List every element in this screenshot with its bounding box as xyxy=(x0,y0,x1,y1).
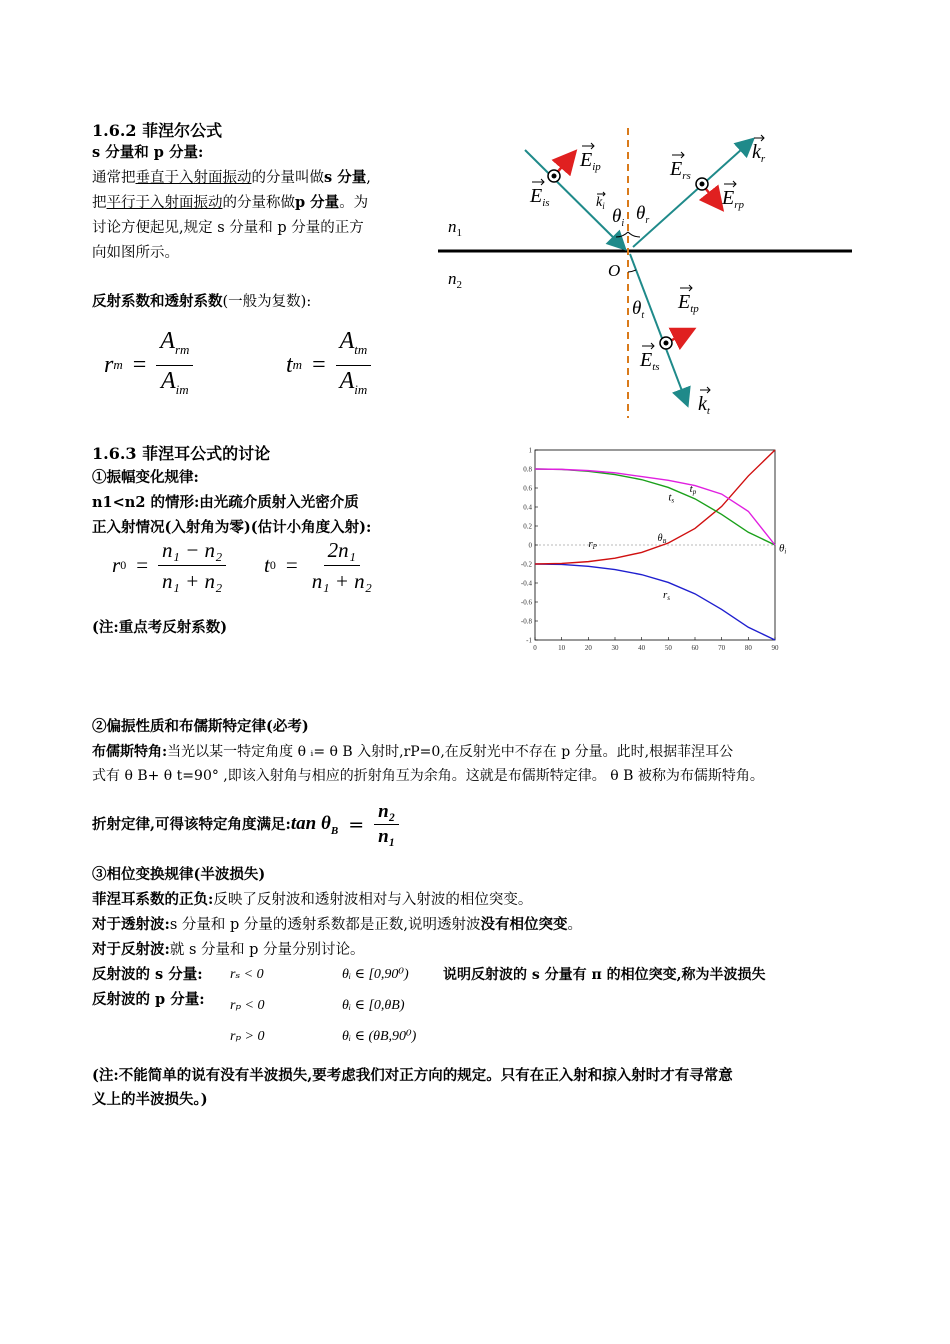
x-tick-label: 90 xyxy=(771,644,779,652)
n1-label: $n_1$ xyxy=(448,217,462,239)
k-t-label: $k_t$ xyxy=(698,393,710,417)
equals: = xyxy=(132,351,147,378)
x-tick-label: 80 xyxy=(744,644,752,652)
s-range: θᵢ ∈ [0,90⁰) xyxy=(342,967,409,982)
theta-t-arc xyxy=(628,270,636,272)
series-label-rp: rP xyxy=(588,537,597,551)
text: 当光以某一特定角度 θ ᵢ= θ B 入射时,rP=0,在反射光中不存在 p 分量。此时,根据菲涅耳公 xyxy=(167,744,734,760)
sp-line-4: 向如图所示。 xyxy=(92,245,179,261)
rm-num: A xyxy=(160,328,175,354)
text: , xyxy=(366,170,371,186)
sp-line-1 xyxy=(92,166,371,190)
section-title-163: 1.6.3 菲涅耳公式的讨论 xyxy=(92,444,271,463)
n2-label: $n_2$ xyxy=(448,269,462,291)
rm-den: A xyxy=(161,367,176,394)
r0-formula xyxy=(112,535,226,596)
r0-fraction xyxy=(158,535,226,596)
y-tick-label: 0 xyxy=(528,541,532,550)
equals: = xyxy=(312,351,326,378)
e-ts-dot xyxy=(660,337,672,349)
tm-den: A xyxy=(339,367,355,394)
x-tick-label: 30 xyxy=(611,644,619,652)
rm-num-sub: rm xyxy=(174,341,190,357)
t0-num: 2n₁ xyxy=(324,535,360,566)
text: 反映了反射波和透射波相对与入射波的相位突变。 xyxy=(213,892,533,908)
theta-r-arc xyxy=(628,232,640,237)
r0-num: n₁ − n₂ xyxy=(158,535,226,566)
origin-label: O xyxy=(608,261,621,280)
tm-num: A xyxy=(339,328,355,354)
text: (一般为复数): xyxy=(222,294,312,310)
text: 的分量叫做 xyxy=(251,170,324,186)
transmitted-ray xyxy=(630,254,687,404)
text-bold: s 分量 xyxy=(324,169,367,186)
e-is-dot xyxy=(548,170,560,182)
k-r-label: $k_r$ xyxy=(752,141,766,165)
e-rp-label: $E_{rp}$ xyxy=(722,187,744,211)
r0-sub: 0 xyxy=(120,558,127,572)
rm-symbol: r xyxy=(104,351,114,378)
p-condition-2: rₚ > 0 xyxy=(230,1029,265,1044)
y-tick-label: 1 xyxy=(528,446,532,455)
p-range-1: θᵢ ∈ [0,θB) xyxy=(342,998,405,1013)
x-axis-label: θi xyxy=(779,542,787,556)
t0-formula xyxy=(264,535,376,596)
equals: = xyxy=(348,813,365,836)
equals: = xyxy=(136,553,149,577)
text: 通常把 xyxy=(92,170,136,186)
y-tick-label: -0.6 xyxy=(520,598,532,607)
section-title-162: 1.6.2 菲涅尔公式 xyxy=(92,121,223,140)
fresnel-diagram xyxy=(430,120,860,425)
tm-num-sub: tm xyxy=(354,341,368,357)
rm-sub: m xyxy=(113,357,123,373)
theta-r-label: $\theta_r$ xyxy=(636,203,650,226)
tm-den-sub: im xyxy=(354,381,368,397)
rm-den-sub: im xyxy=(175,381,189,397)
e-rs-dot xyxy=(696,178,708,190)
sp-heading: s 分量和 p 分量: xyxy=(92,144,204,161)
brewster-tan-line xyxy=(92,800,399,849)
x-tick-label: 40 xyxy=(638,644,646,652)
k-i-label: $k_i$ xyxy=(596,195,605,211)
text-bold: 菲涅耳系数的正负: xyxy=(92,891,214,908)
text-bold: 反射系数和透射系数 xyxy=(92,293,223,310)
y-tick-label: -0.4 xyxy=(520,579,532,588)
x-tick-label: 60 xyxy=(691,644,699,652)
case-text: n1<n2 的情形:由光疏介质射入光密介质 xyxy=(92,494,359,511)
x-tick-label: 70 xyxy=(718,644,726,652)
rm-fraction xyxy=(156,326,193,405)
theta-b-annotation: $\theta_B$ xyxy=(657,533,667,546)
x-tick-label: 50 xyxy=(664,644,672,652)
y-tick-label: -1 xyxy=(526,636,532,645)
p-range-2: θᵢ ∈ (θB,90⁰) xyxy=(342,1029,417,1044)
e-ip-label: $E_{ip}$ xyxy=(580,149,601,173)
amp-heading: ①振幅变化规律: xyxy=(92,469,199,486)
text: 就 s 分量和 p 分量分别讨论。 xyxy=(169,942,365,958)
text-bold: 没有相位突变 xyxy=(480,916,568,933)
tan-den: n₁ xyxy=(378,826,396,847)
final-note-line-2: 义上的半波损失。) xyxy=(92,1091,208,1108)
s-condition: rₛ < 0 xyxy=(230,967,264,982)
text-bold: p 分量 xyxy=(295,194,340,211)
y-tick-label: 0.6 xyxy=(523,484,532,493)
phase-line-2 xyxy=(92,913,582,937)
coef-heading xyxy=(92,290,311,314)
x-tick-label: 20 xyxy=(584,644,592,652)
text: s 分量和 p 分量的透射系数都是正数,说明透射波 xyxy=(169,917,481,933)
sp-line-3: 讨论方便起见,规定 s 分量和 p 分量的正方 xyxy=(92,220,364,236)
e-ts-label: $E_{ts}$ xyxy=(640,349,660,373)
brewster-heading: ②偏振性质和布儒斯特定律(必考) xyxy=(92,718,309,735)
e-rs-label: $E_{rs}$ xyxy=(670,158,691,182)
t0-symbol: t xyxy=(264,553,270,577)
y-tick-label: 0.2 xyxy=(523,522,532,531)
rm-formula xyxy=(104,326,193,405)
tan-num: n₂ xyxy=(374,800,399,825)
x-tick-label: 0 xyxy=(533,644,537,652)
text: 把 xyxy=(92,195,107,211)
brewster-line-2: 式有 θ B+ θ t=90° ,即该入射角与相应的折射角互为余角。这就是布儒斯特定律。 θ B 被称为布儒斯特角。 xyxy=(92,768,764,784)
phase-line-1 xyxy=(92,888,532,912)
tm-formula xyxy=(286,326,371,405)
theta-t-label: $\theta_t$ xyxy=(632,298,645,321)
text-underlined: 垂直于入射面振动 xyxy=(135,170,252,186)
text-bold: 对于反射波: xyxy=(92,941,170,958)
text-underlined: 平行于入射面振动 xyxy=(106,195,223,211)
normal-incidence-text: 正入射情况(入射角为零)(估计小角度入射): xyxy=(92,519,372,536)
p-condition-1: rₚ < 0 xyxy=(230,998,265,1013)
text: 。为 xyxy=(339,195,369,211)
series-label-rs: rs xyxy=(663,589,671,603)
x-tick-label: 10 xyxy=(558,644,566,652)
theta-i-label: $\theta_i$ xyxy=(612,206,625,229)
e-is-label: $E_{is}$ xyxy=(530,185,550,209)
text-bold: 布儒斯特角: xyxy=(92,744,168,760)
phase-line-3 xyxy=(92,938,365,962)
tan-lhs: $\tan \theta_B$ xyxy=(290,812,339,837)
y-tick-label: 0.8 xyxy=(523,465,532,474)
y-tick-label: -0.2 xyxy=(520,560,532,569)
r0-symbol: r xyxy=(112,553,121,577)
brewster-line-1 xyxy=(92,740,733,764)
text: 的分量称做 xyxy=(222,195,295,211)
text: 。 xyxy=(567,917,583,933)
text-bold: 对于透射波: xyxy=(92,916,170,933)
fresnel-coefficient-chart xyxy=(505,440,785,655)
t0-den: n₁ + n₂ xyxy=(311,569,372,593)
y-tick-label: -0.8 xyxy=(520,617,532,626)
t0-sub: 0 xyxy=(269,558,276,572)
t0-fraction xyxy=(308,535,376,596)
s-component-label: 反射波的 s 分量: xyxy=(92,966,203,983)
theta-i-arc xyxy=(616,232,628,237)
tan-fraction xyxy=(374,800,399,849)
sp-line-2 xyxy=(92,191,368,215)
note-reflection: (注:重点考反射系数) xyxy=(92,619,228,636)
tm-fraction xyxy=(336,326,372,405)
p-component-label: 反射波的 p 分量: xyxy=(92,991,205,1008)
s-explanation: 说明反射波的 s 分量有 π 的相位突变,称为半波损失 xyxy=(443,967,766,983)
tm-symbol: t xyxy=(286,351,293,378)
text-bold: 折射定律,可得该特定角度满足: xyxy=(92,815,291,833)
r0-den: n₁ + n₂ xyxy=(162,569,223,593)
y-tick-label: 0.4 xyxy=(523,503,532,512)
phase-heading: ③相位变换规律(半波损失) xyxy=(92,866,266,883)
tm-sub: m xyxy=(292,357,303,373)
equals: = xyxy=(285,553,298,577)
series-label-ts: ts xyxy=(668,491,675,505)
final-note-line-1: (注:不能简单的说有没有半波损失,要考虑我们对正方向的规定。只有在正入射和掠入射时才有寻常意 xyxy=(92,1067,733,1084)
e-tp-label: $E_{tp}$ xyxy=(678,291,699,315)
series-label-tp: tp xyxy=(689,482,697,496)
